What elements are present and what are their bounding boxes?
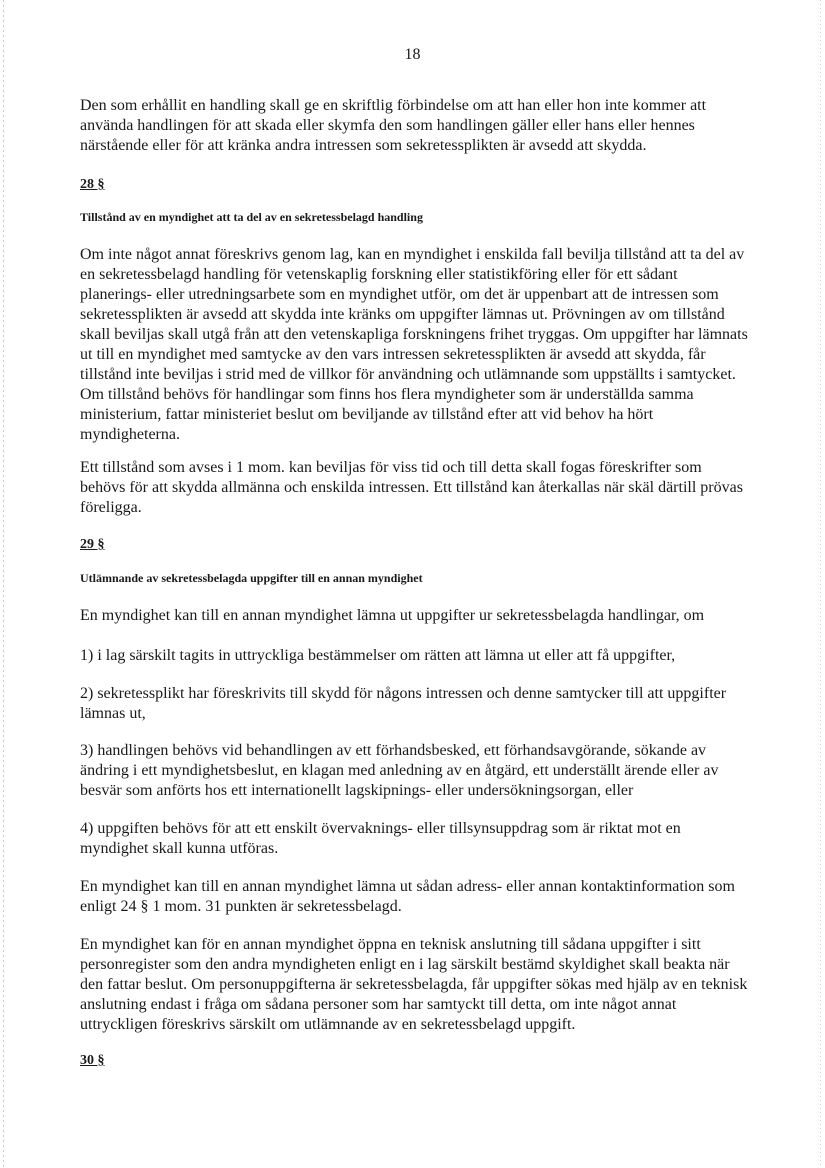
section-28-number: 28 § [80, 177, 105, 192]
section-29-paragraph-1: En myndighet kan till en annan myndighet lämna ut uppgifter ur sekretessbelagda handlingar, om [80, 607, 705, 624]
intro-paragraph: Den som erhållit en handling skall ge en skriftlig förbindelse om att han eller hon inte kommer att använda handlingen för att skada eller skymfa den som handlingen gäller eller hans eller hennes närstående eller för att kränka andra intressen som sekretessplikten är avsedd att skydda. [80, 97, 707, 154]
section-29-number: 29 § [80, 537, 105, 552]
section-29-item-3: 3) handlingen behövs vid behandlingen av ett förhandsbesked, ett förhandsavgörande, sökande av ändring i ett myndighetsbeslut, en klagan med anledning av en åtgärd, ett underställt ärende eller av besvär som anförts hos ett internationellt lagskipnings- eller undersökningsorgan, eller [80, 742, 719, 799]
section-29-item-1: 1) i lag särskilt tagits in uttryckliga bestämmelser om rätten att lämna ut eller att få uppgifter, [80, 647, 676, 664]
section-29-heading: Utlämnande av sekretessbelagda uppgifter till en annan myndighet [80, 571, 423, 585]
section-30-number: 30 § [80, 1053, 105, 1068]
scan-edge-left [3, 0, 4, 1168]
scan-edge-right [820, 0, 821, 1168]
section-29-paragraph-2: En myndighet kan till en annan myndighet lämna ut sådan adress- eller annan kontaktinformation som enligt 24 § 1 mom. 31 punkten är sekretessbelagd. [80, 878, 735, 915]
section-29-item-4: 4) uppgiften behövs för att ett enskilt övervaknings- eller tillsynsuppdrag som är riktat mot en myndighet skall kunna utföras. [80, 820, 681, 857]
section-29-item-2: 2) sekretessplikt har föreskrivits till skydd för någons intressen och denne samtycker till att uppgifter lämnas ut, [80, 685, 727, 722]
section-28-heading: Tillstånd av en myndighet att ta del av en sekretessbelagd handling [80, 210, 423, 224]
section-28-paragraph-1: Om inte något annat föreskrivs genom lag, kan en myndighet i enskilda fall bevilja tillstånd att ta del av en sekretessbelagd handling för vetenskaplig forskning eller statistikföring eller för ett sådant planerings- eller utredningsarbete som en myndighet utför, om det är uppenbart att de intressen som sekretessplikten är avsedd att skydda inte kränks om uppgifter lämnas ut. Prövningen av om tillstånd skall beviljas skall utgå från att den vetenskapliga forskningens frihet tryggas. Om uppgifter har lämnats ut till en myndighet med samtycke av den vars intressen sekretessplikten är avsedd att skydda, får tillstånd inte beviljas i strid med de villkor för användning och utlämnande som uppställts i samtycket. Om tillstånd behövs för handlingar som finns hos flera myndigheter som är underställda samma ministerium, fattar ministeriet beslut om beviljande av tillstånd efter att vid behov ha hört myndigheterna. [80, 246, 748, 443]
section-29-paragraph-3: En myndighet kan för en annan myndighet öppna en teknisk anslutning till sådana uppgifter i sitt personregister som den andra myndigheten enligt en i lag särskilt bestämd skyldighet skall beakta när den fattar beslut. Om personuppgifterna är sekretessbelagda, får uppgifter sökas med hjälp av en teknisk anslutning endast i fråga om sådana personer som har samtyckt till detta, om inte något annat uttryckligen föreskrivs särskilt om utlämnande av en sekretessbelagd uppgift. [80, 936, 748, 1033]
page-number: 18 [404, 46, 421, 63]
section-28-paragraph-2: Ett tillstånd som avses i 1 mom. kan beviljas för viss tid och till detta skall fogas föreskrifter som behövs för att skydda allmänna och enskilda intressen. Ett tillstånd kan återkallas när skäl därtill prövas föreligga. [80, 459, 743, 516]
